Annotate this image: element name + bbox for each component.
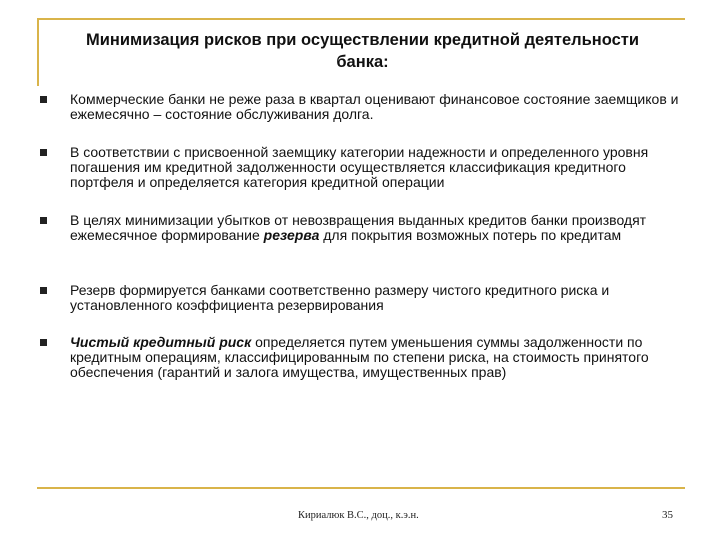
bullet-text-1: Коммерческие банки не реже раза в квартал оценивают финансовое состояние заемщиков и ежемесячно – состояние обслуживания долга. (70, 91, 679, 122)
slide-title-line-2: банка: (336, 53, 389, 71)
footer-author: Кириалюк В.С., доц., к.э.н. (298, 510, 419, 521)
slide-title (40, 29, 685, 73)
bullet-text-3-before: В целях минимизации убытков от невозвращения выданных кредитов банки производят ежемесячное формирование (70, 212, 647, 243)
frame-bottom-line (37, 487, 685, 489)
bullet-emphasis-net-credit-risk: Чистый кредитный риск (70, 334, 252, 350)
bullet-emphasis-reserve: резерва (263, 227, 320, 243)
frame-left-line (37, 18, 39, 86)
square-bullet-icon (40, 287, 47, 294)
square-bullet-icon (40, 149, 47, 156)
bullet-item-1 (40, 92, 680, 122)
slide-title-line-1: Минимизация рисков при осуществлении кредитной деятельности (86, 31, 639, 49)
square-bullet-icon (40, 96, 47, 103)
bullet-item-4 (40, 283, 680, 313)
page-number: 35 (662, 509, 673, 521)
bullet-text-3-after: для покрытия возможных потерь по кредитам (319, 227, 622, 243)
bullet-text-2: В соответствии с присвоенной заемщику категории надежности и определенного уровня погашения им кредитной задолженности осуществляется классификация кредитного портфеля и определяется категория кредитной операции (70, 144, 649, 190)
bullet-item-5 (40, 335, 680, 380)
frame-top-line (37, 18, 685, 20)
bullet-text-5-after: определяется путем уменьшения суммы задолженности по кредитным операциям, классифицированным по степени риска, на стоимость принятого обеспечения (гарантий и залога имущества, имущественных прав) (70, 334, 649, 380)
square-bullet-icon (40, 339, 47, 346)
bullet-text-4: Резерв формируется банками соответственно размеру чистого кредитного риска и установленного коэффициента резервирования (70, 282, 610, 313)
bullet-item-3 (40, 213, 680, 243)
bullet-item-2 (40, 145, 680, 190)
square-bullet-icon (40, 217, 47, 224)
